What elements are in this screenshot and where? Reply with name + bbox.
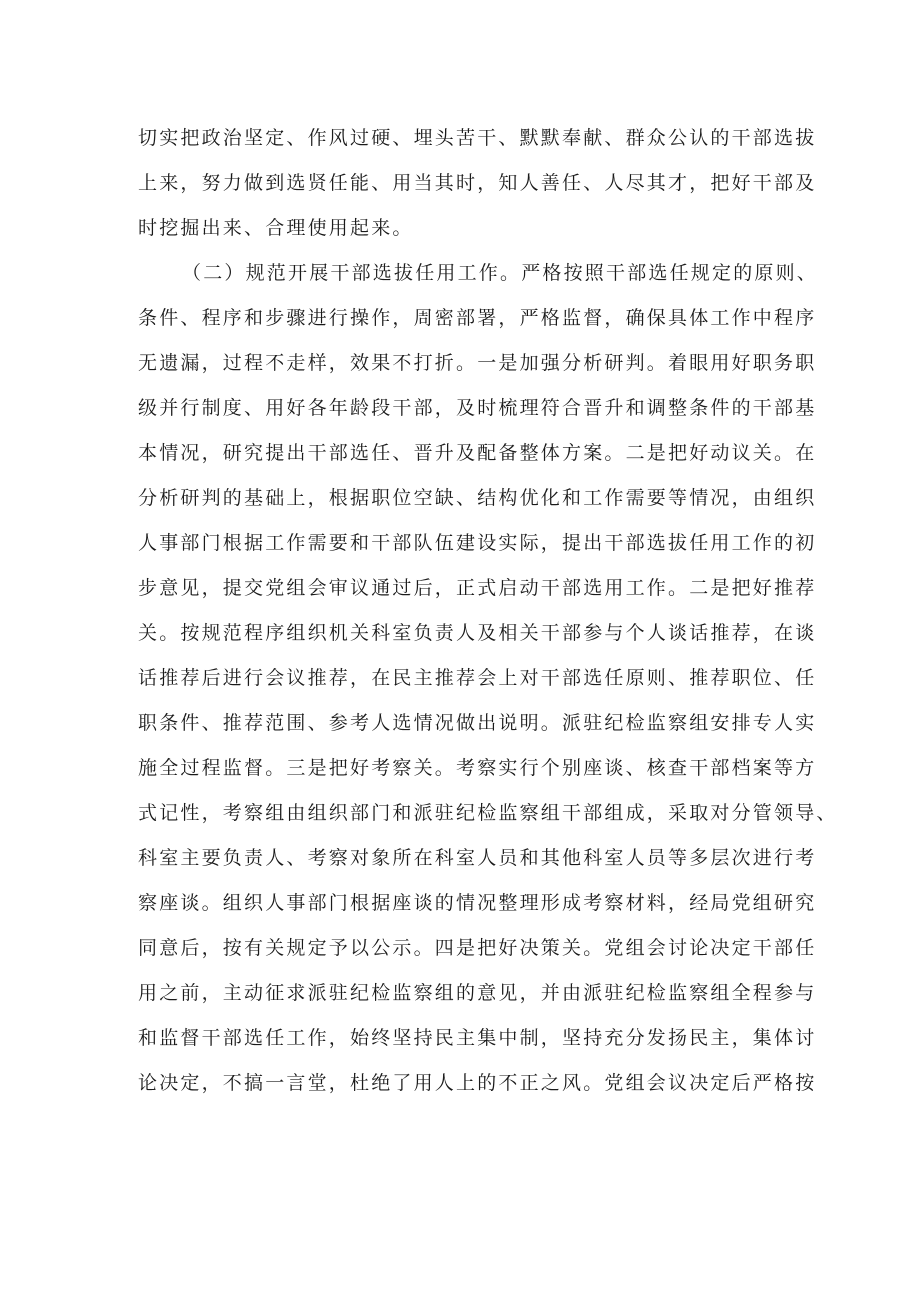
text-line: 论决定，不搞一言堂，杜绝了用人上的不正之风。党组会议决定后严格按 [138, 1072, 817, 1094]
text-line: 时挖掘出来、合理使用起来。 [138, 217, 414, 239]
text-line: 式记性，考察组由组织部门和派驻纪检监察组干部组成，采取对分管领导、 [138, 802, 838, 824]
text-line: 职条件、推荐范围、参考人选情况做出说明。派驻纪检监察组安排专人实 [138, 712, 817, 734]
text-line: 科室主要负责人、考察对象所在科室人员和其他科室人员等多层次进行考 [138, 847, 817, 869]
text-line: 话推荐后进行会议推荐，在民主推荐会上对干部选任原则、推荐职位、任 [138, 667, 817, 689]
section-heading-line: （二）规范开展干部选拔任用工作。严格按照干部选任规定的原则、 [182, 262, 819, 284]
text-line: 级并行制度、用好各年龄段干部，及时梳理符合晋升和调整条件的干部基 [138, 397, 817, 419]
text-line: 察座谈。组织人事部门根据座谈的情况整理形成考察材料，经局党组研究 [138, 892, 817, 914]
body-text [138, 116, 838, 1106]
text-line: 条件、程序和步骤进行操作，周密部署，严格监督，确保具体工作中程序 [138, 307, 817, 329]
text-line: 用之前，主动征求派驻纪检监察组的意见，并由派驻纪检监察组全程参与 [138, 982, 817, 1004]
text-line: 同意后，按有关规定予以公示。四是把好决策关。党组会讨论决定干部任 [138, 937, 817, 959]
text-line: 施全过程监督。三是把好考察关。考察实行个别座谈、核查干部档案等方 [138, 757, 817, 779]
text-line: 本情况，研究提出干部选任、晋升及配备整体方案。二是把好动议关。在 [138, 442, 817, 464]
text-line: 关。按规范程序组织机关科室负责人及相关干部参与个人谈话推荐，在谈 [138, 622, 817, 644]
text-line: 无遗漏，过程不走样，效果不打折。一是加强分析研判。着眼用好职务职 [138, 352, 817, 374]
text-line: 步意见，提交党组会审议通过后，正式启动干部选用工作。二是把好推荐 [138, 577, 817, 599]
text-line: 分析研判的基础上，根据职位空缺、结构优化和工作需要等情况，由组织 [138, 487, 817, 509]
text-line: 切实把政治坚定、作风过硬、埋头苦干、默默奉献、群众公认的干部选拔 [138, 127, 817, 149]
text-line: 人事部门根据工作需要和干部队伍建设实际，提出干部选拔任用工作的初 [138, 532, 817, 554]
text-line: 和监督干部选任工作，始终坚持民主集中制，坚持充分发扬民主，集体讨 [138, 1027, 817, 1049]
text-line: 上来，努力做到选贤任能、用当其时，知人善任、人尽其才，把好干部及 [138, 172, 817, 194]
